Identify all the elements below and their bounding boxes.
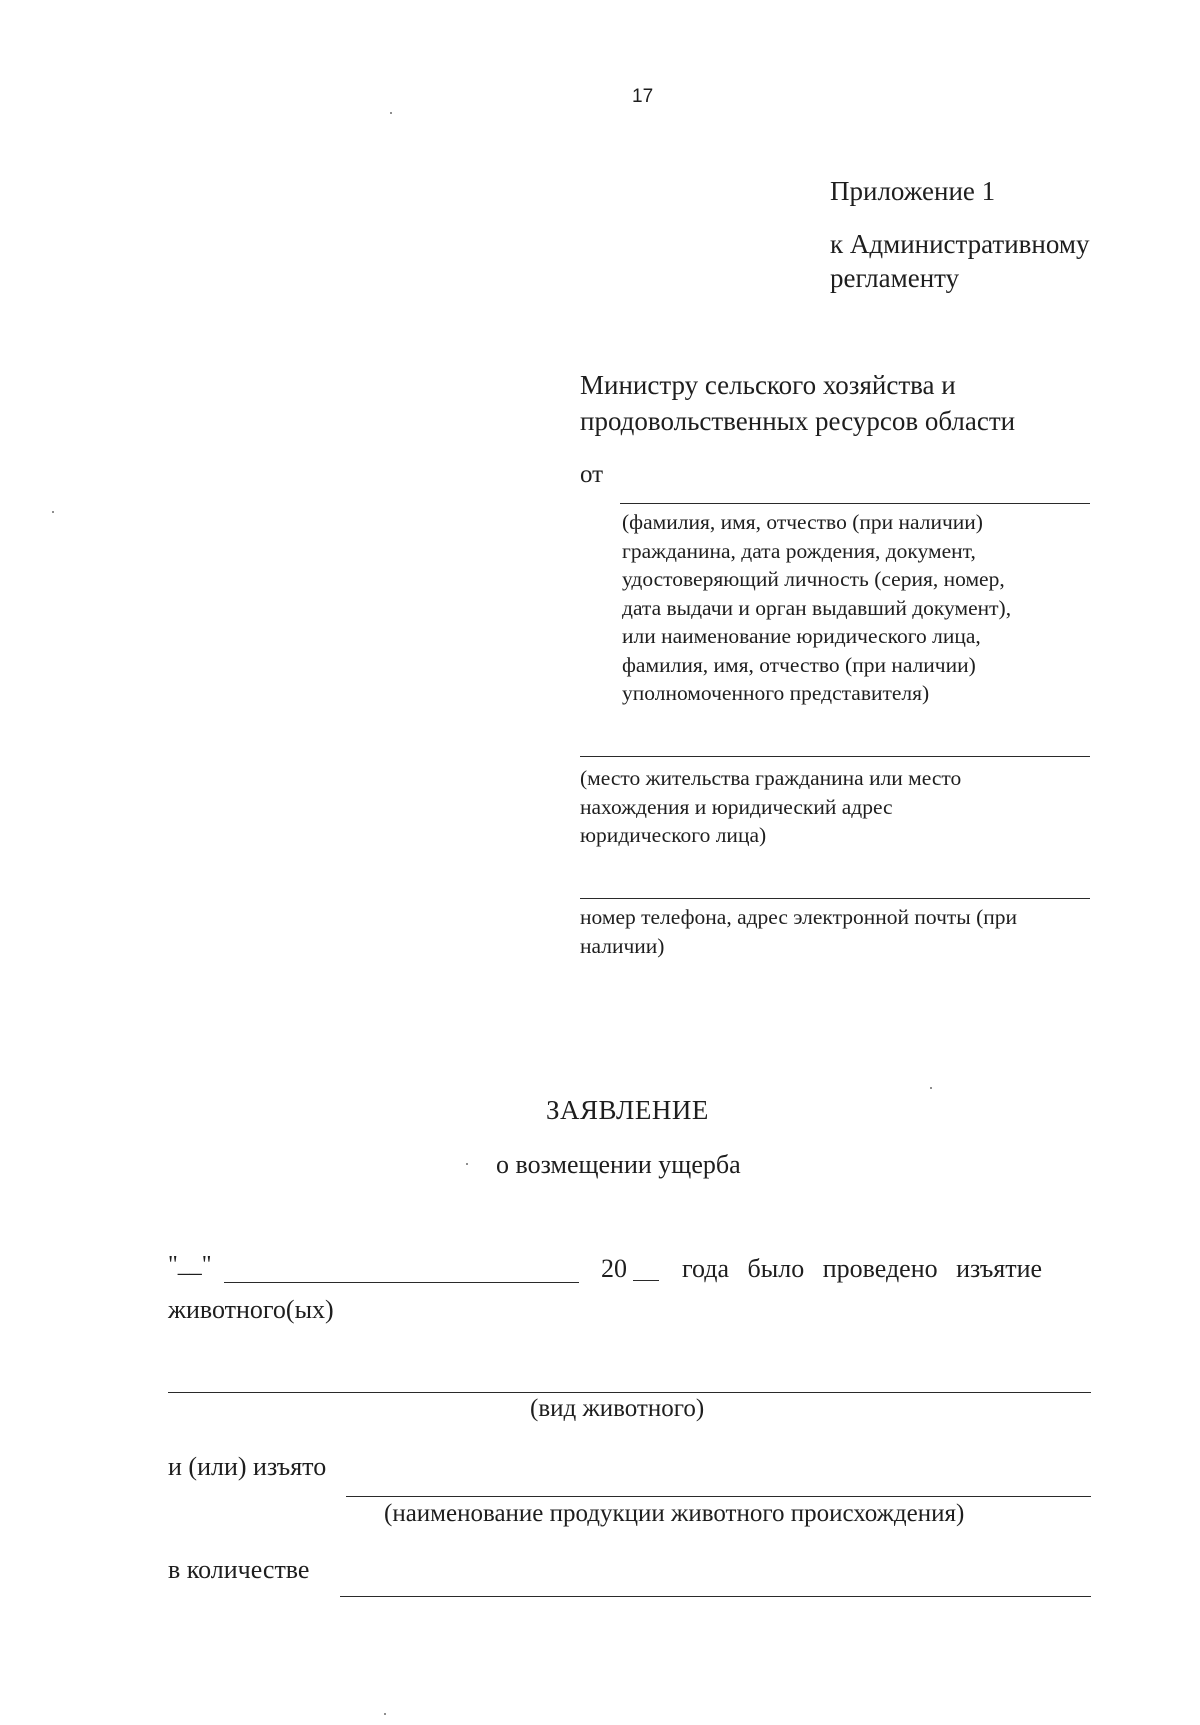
caption-line: удостоверяющий личность (серия, номер,	[622, 567, 1005, 591]
caption-line: уполномоченного представителя)	[622, 681, 930, 705]
animal-kind-field[interactable]	[168, 1392, 1091, 1393]
scan-speck	[52, 511, 54, 513]
caption-line: дата выдачи и орган выдавший документ),	[622, 595, 1012, 620]
caption-line: (фамилия, имя, отчество (при наличии)	[622, 510, 983, 534]
appendix-title: Приложение 1	[830, 176, 996, 206]
contacts-field[interactable]	[580, 898, 1090, 899]
caption-line: нахождения и юридический адрес	[580, 794, 893, 819]
caption-line: гражданина, дата рождения, документ,	[622, 538, 976, 563]
scan-speck	[384, 1713, 386, 1715]
or-seized-label: и (или) изъято	[168, 1452, 327, 1481]
addressee-line: Министру сельского хозяйства и	[580, 370, 956, 400]
date-month-field[interactable]	[224, 1282, 579, 1283]
sentence-text: года было проведено изъятие	[682, 1254, 1043, 1283]
caption-line: фамилия, имя, отчество (при наличии)	[622, 652, 976, 677]
year-field[interactable]	[633, 1280, 659, 1281]
caption-line: (место жительства гражданина или место	[580, 766, 962, 790]
applicant-name-field[interactable]	[620, 503, 1090, 504]
caption-line: или наименование юридического лица,	[622, 624, 981, 648]
quantity-label: в количестве	[168, 1555, 310, 1584]
product-field[interactable]	[346, 1496, 1091, 1497]
address-field[interactable]	[580, 756, 1090, 757]
applicant-caption	[622, 508, 1011, 708]
document-subtitle: о возмещении ущерба	[496, 1150, 741, 1179]
scan-speck	[930, 1087, 932, 1089]
caption-line: наличии)	[580, 933, 665, 958]
addressee-line: продовольственных ресурсов области	[580, 406, 1016, 436]
page-number: 17	[632, 86, 654, 107]
address-caption	[580, 764, 961, 850]
caption-line: юридического лица)	[580, 823, 767, 847]
scan-speck	[390, 112, 392, 114]
year-prefix: 20	[601, 1254, 627, 1283]
product-caption: (наименование продукции животного происхождения)	[384, 1500, 965, 1527]
contacts-caption	[580, 903, 1017, 960]
appendix-reference-line: к Административному	[830, 229, 1090, 259]
from-label: от	[580, 461, 604, 488]
animals-label: животного(ых)	[168, 1295, 334, 1324]
quantity-field[interactable]	[340, 1596, 1091, 1597]
animal-kind-caption: (вид животного)	[530, 1395, 705, 1422]
scan-speck	[466, 1163, 468, 1165]
document-title: ЗАЯВЛЕНИЕ	[546, 1095, 709, 1125]
appendix-reference-line: регламенту	[830, 263, 960, 293]
caption-line: номер телефона, адрес электронной почты (при	[580, 905, 1018, 929]
date-day-field[interactable]: "__"	[168, 1252, 212, 1278]
